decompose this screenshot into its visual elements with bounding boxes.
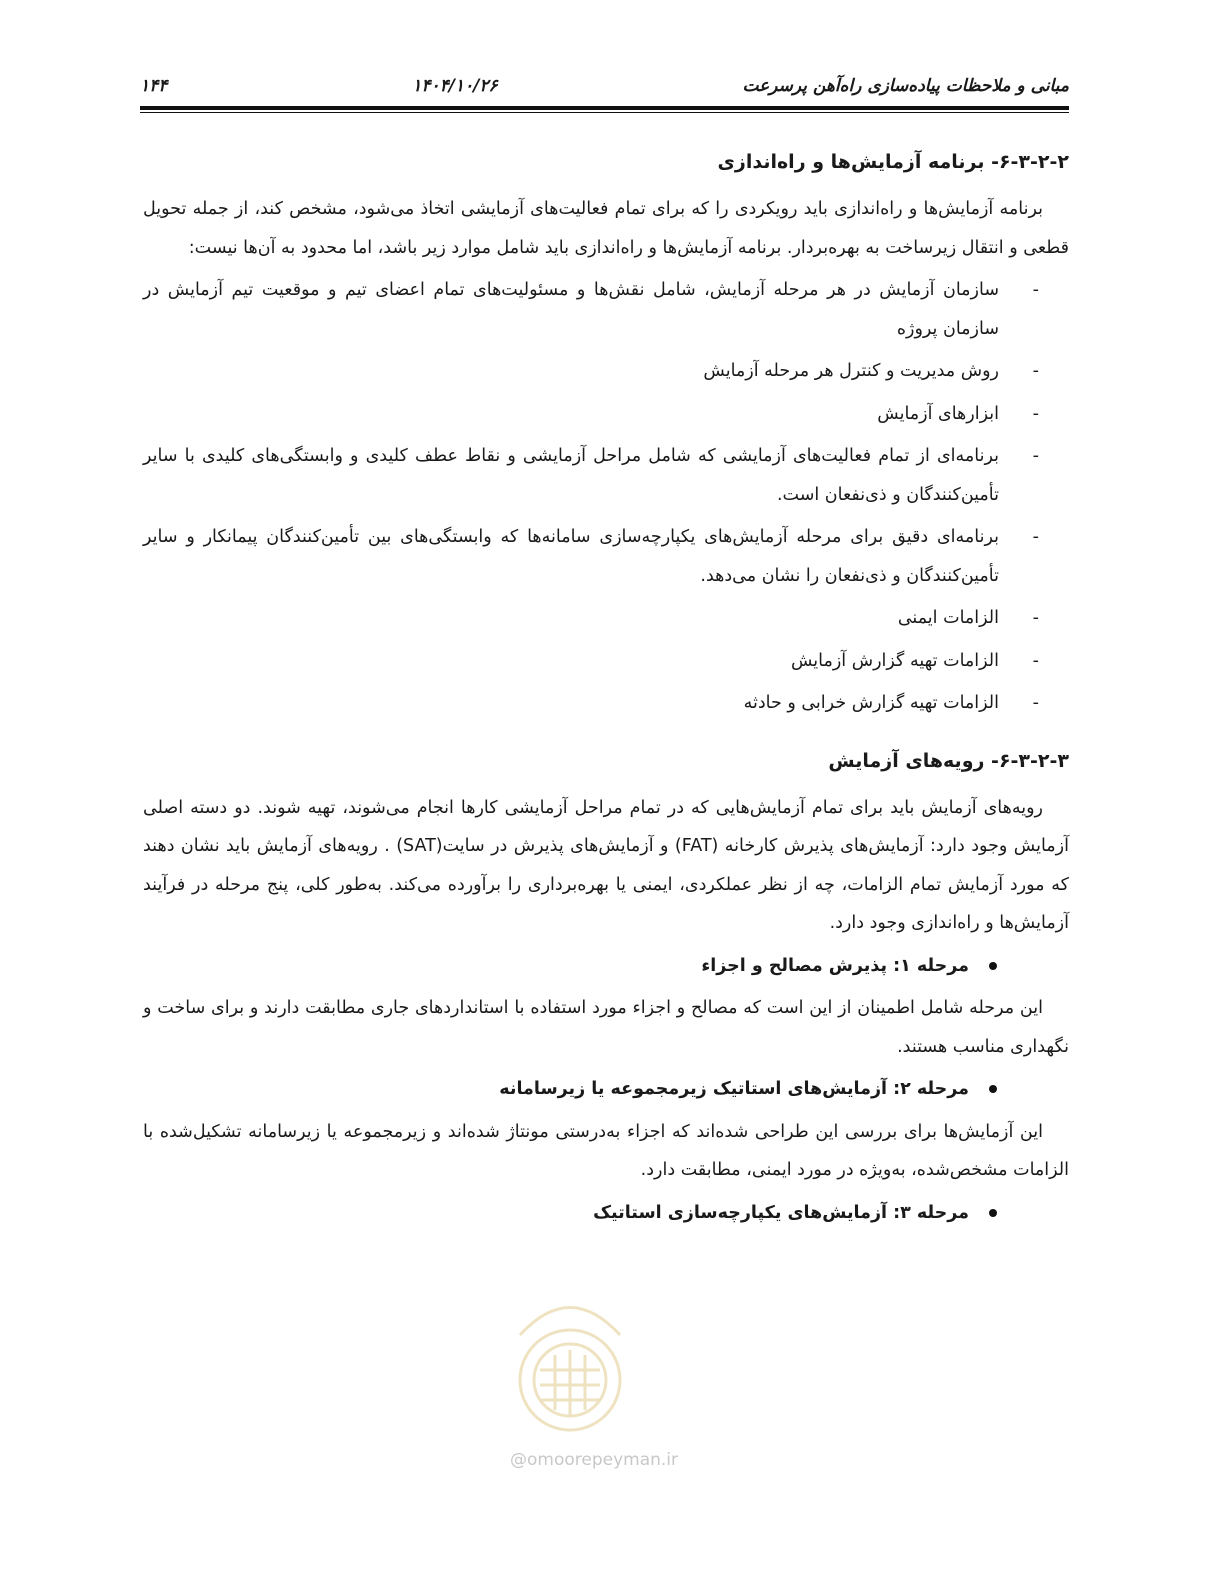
header-date: ۱۴۰۴/۱۰/۲۶ [412, 76, 498, 96]
header-title: مبانی و ملاحظات پیاده‌سازی راه‌آهن پرسرعت [742, 76, 1069, 96]
list-item: - سازمان آزمایش در هر مرحله آزمایش، شامل نقش‌ها و مسئولیت‌های تمام اعضای تیم و موقعیت تیم آزمایش در سازمان پروژه [143, 271, 1069, 348]
stage-3-heading [143, 1194, 1069, 1233]
list-item: - الزامات ایمنی [143, 599, 1069, 638]
section-heading-test-procedures: ۶-۳-۲-۳- رویه‌های آزمایش [828, 749, 1069, 772]
stage-2-text: این آزمایش‌ها برای بررسی این طراحی شده‌اند که اجزاء به‌درستی مونتاژ شده‌اند و زیرمجموعه یا زیرسامانه تشکیل‌شده با الزامات مشخص‌شده، به‌ویژه در مورد ایمنی، مطابقت دارد. [143, 1121, 1069, 1180]
stage-1-text: این مرحله شامل اطمینان از این است که مصالح و اجزاء مورد استفاده با استانداردهای جاری مطابقت دارند و برای ساخت و نگهداری مناسب هستند. [143, 998, 1069, 1057]
list-item: - الزامات تهیه گزارش آزمایش [143, 642, 1069, 681]
stage-3-title: مرحله ۳: آزمایش‌های یکپارچه‌سازی استاتیک [593, 1202, 969, 1223]
watermark-site: @omoorepeyman.ir [510, 1450, 679, 1470]
header-rule-thick [140, 106, 1069, 110]
list-item: - ابزارهای آزمایش [143, 395, 1069, 434]
header-rule-thin [140, 112, 1069, 113]
list-item: - برنامه‌ای از تمام فعالیت‌های آزمایشی که شامل مراحل آزمایشی و نقاط عطف کلیدی و وابستگی‌های کلیدی با سایر تأمین‌کنندگان و ذی‌نفعان است. [143, 437, 1069, 514]
page-content [143, 140, 1069, 1236]
bullet-icon [989, 1085, 997, 1093]
bullet-icon [989, 1209, 997, 1217]
section1-intro: برنامه آزمایش‌ها و راه‌اندازی باید رویکردی را که برای تمام فعالیت‌های آزمایشی اتخاذ می‌شود، مشخص کند، از جمله تحویل قطعی و انتقال زیرساخت به بهره‌بردار. برنامه آزمایش‌ها و راه‌اندازی باید شامل موارد زیر باشد، اما محدود به آن‌ها نیست: [143, 199, 1069, 258]
bullet-icon [989, 962, 997, 970]
watermark-seal-icon [500, 1275, 640, 1450]
stage-1-title: مرحله ۱: پذیرش مصالح و اجزاء [701, 955, 969, 976]
section-heading-test-plan: ۶-۳-۲-۲- برنامه آزمایش‌ها و راه‌اندازی [717, 151, 1069, 173]
list-item: - الزامات تهیه گزارش خرابی و حادثه [143, 684, 1069, 723]
stage-2-title: مرحله ۲: آزمایش‌های استاتیک زیرمجموعه یا زیرسامانه [499, 1079, 969, 1099]
list-item: - برنامه‌ای دقیق برای مرحله آزمایش‌های یکپارچه‌سازی سامانه‌ها که وابستگی‌های بین تأمین‌کنندگان پیمانکار و سایر تأمین‌کنندگان و ذی‌نفعان را نشان می‌دهد. [143, 518, 1069, 595]
stage-2-heading [143, 1070, 1069, 1109]
page-number: ۱۴۴ [140, 76, 168, 96]
page-header [140, 68, 1069, 104]
stage-1-heading [143, 947, 1069, 986]
section2-intro: رویه‌های آزمایش باید برای تمام آزمایش‌هایی که در تمام مراحل آزمایشی کارها انجام می‌شوند، تهیه شوند. دو دسته اصلی آزمایش وجود دارد: آزمایش‌های پذیرش کارخانه (FAT) و آزمایش‌های پذیرش در سایت(SAT) . رویه‌های آزمایش باید نشان دهند که مورد آزمایش تمام الزامات، چه از نظر عملکردی، ایمنی یا بهره‌برداری را برآورده می‌کند. به‌طور کلی، پنج مرحله در فرآیند آزمایش‌ها و راه‌اندازی وجود دارد. [143, 797, 1069, 933]
test-plan-list [143, 271, 1069, 723]
list-item: - روش مدیریت و کنترل هر مرحله آزمایش [143, 352, 1069, 391]
